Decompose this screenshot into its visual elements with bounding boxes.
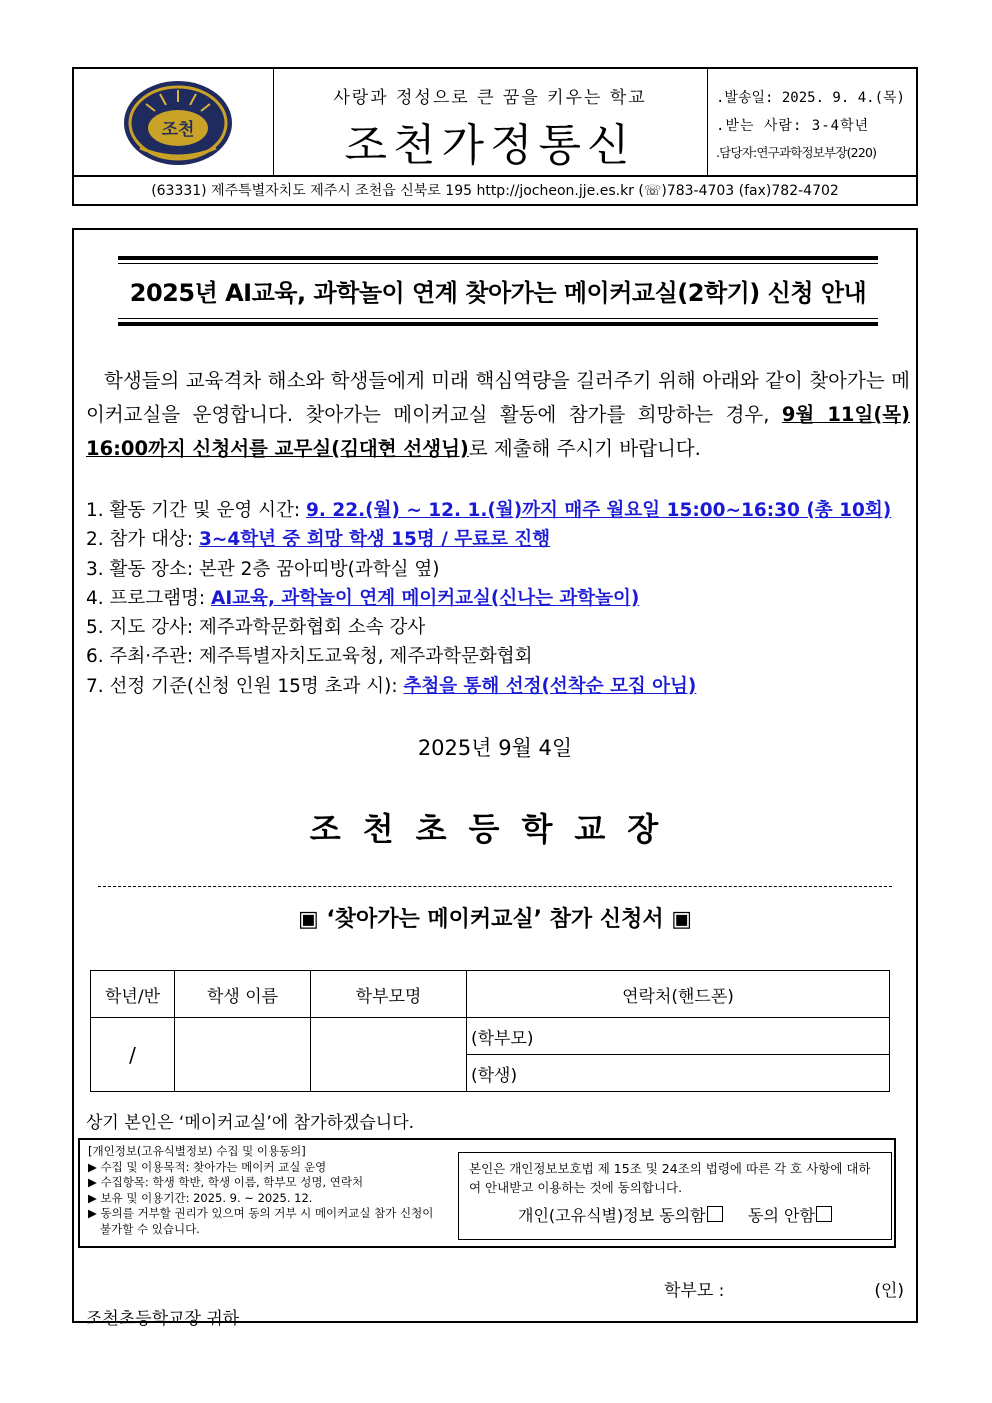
item-value: AI교육, 과학놀이 연계 메이커교실(신나는 과학놀이) [211,587,640,609]
agree-checkbox[interactable] [707,1206,723,1222]
doc-title-frame [118,256,878,326]
parent-phone-input[interactable]: (학부모) [467,1018,890,1055]
cut-line [98,886,892,887]
school-emblem-logo [118,78,238,168]
disagree-checkbox[interactable] [816,1206,832,1222]
item-label: 3. 활동 장소: 본관 2층 꿈아띠방(과학실 옆) [86,558,440,580]
list-item [86,496,891,525]
list-item [86,555,891,584]
item-label: 4. 프로그램명: [86,587,212,609]
consent-bullet: ▶ 보유 및 이용기간: 2025. 9. ~ 2025. 12. [88,1190,313,1205]
issue-date: 2025년 9월 4일 [417,736,573,760]
grade-input[interactable]: / [91,1018,175,1092]
item-label: 5. 지도 강사: 제주과학문화협회 소속 강사 [86,617,426,639]
consent-options [469,1203,881,1226]
list-item [86,642,891,671]
list-item [86,525,891,554]
principal-name: 조천초등학교장 [309,810,681,848]
consent-heading: [개인정보(고유식별정보) 수집 및 이용동의] [88,1144,306,1158]
item-label: 6. 주최·주관: 제주특별자치도교육청, 제주과학문화협회 [86,646,533,668]
consent-bullet: ▶ 동의를 거부할 권리가 있으며 동의 거부 시 메이커교실 참가 신청이 불가할 수 있습니다. [88,1206,434,1236]
header-parent-name: 학부모명 [311,971,467,1018]
parent-name-input[interactable] [311,1018,467,1092]
list-item [86,613,891,642]
send-date: .발송일: 2025. 9. 4.(목) [716,90,905,106]
parent-signature-line [664,1276,904,1301]
item-value: 3~4학년 중 희망 학생 15명 / 무료로 진행 [199,529,551,551]
table-header-row [91,971,890,1018]
intro-paragraph [86,364,910,466]
disagree-label: 동의 안함 [748,1206,815,1225]
participation-statement: 상기 본인은 ‘메이커교실’에 참가하겠습니다. [86,1113,415,1133]
letter-header [72,67,918,206]
logo-cell [74,69,274,175]
item-value: 9. 22.(월) ~ 12. 1.(월)까지 매주 월요일 15:00~16:30 (총 10회) [306,500,892,521]
title-cell [273,69,708,175]
consent-agreement [458,1152,892,1240]
intro-deadline: 9월 11일(목) 16:00까지 신청서를 교무실(김대현 선생님) [86,403,910,460]
info-list [86,496,891,701]
recipient: .받는 사람: 3-4학년 [716,118,870,134]
info-cell [708,69,916,175]
main-content [72,228,918,1329]
seal-label: (인) [874,1281,904,1301]
list-item [86,672,891,701]
school-slogan: 사랑과 정성으로 큰 꿈을 키우는 학교 [333,88,647,108]
item-label: 7. 선정 기준(신청 인원 15명 초과 시): [86,675,404,697]
consent-bullet: ▶ 수집항목: 학생 학반, 학생 이름, 학부모 성명, 연락처 [88,1175,364,1189]
table-row [91,1018,890,1055]
addressee: 조천초등학교장 귀하 [86,1309,240,1329]
agree-label: 개인(고유식별)정보 동의함 [518,1206,706,1225]
item-label: 1. 활동 기간 및 운영 시간: [86,500,307,521]
student-phone-input[interactable]: (학생) [467,1055,890,1092]
list-item [86,584,891,613]
parent-label: 학부모 : [664,1281,725,1301]
doc-title: 2025년 AI교육, 과학놀이 연계 찾아가는 메이커교실(2학기) 신청 안내 [129,279,867,307]
header-grade: 학년/반 [91,971,175,1018]
consent-details [88,1144,448,1237]
form-title: ▣ ‘찾아가는 메이커교실’ 참가 신청서 ▣ [297,907,693,932]
logo-text: 조천 [161,120,195,140]
privacy-consent-box [78,1138,896,1248]
consent-bullet: ▶ 수집 및 이용목적: 찾아가는 메이커 교실 운영 [88,1159,327,1174]
header-contact: 연락처(핸드폰) [467,971,890,1018]
item-label: 2. 참가 대상: [86,529,200,551]
student-name-input[interactable] [175,1018,311,1092]
newsletter-title: 조천가정통신 [344,120,636,171]
item-value: 추첨을 통해 선정(선착순 모집 아님) [403,675,697,697]
school-address: (63331) 제주특별자치도 제주시 조천읍 신북로 195 http://jocheon.jje.es.kr (☏)783-4703 (fax)782-4702 [74,175,916,204]
intro-text: 학생들의 교육격차 해소와 학생들에게 미래 핵심역량을 길러주기 위해 아래와 같이 찾아가는 메이커교실을 운영합니다. 찾아가는 메이커교실 활동에 참가를 희망하는 경우, [86,369,910,426]
manager: .담당자:연구과학정보부장(220) [716,145,877,160]
application-table [90,970,890,1092]
header-student-name: 학생 이름 [175,971,311,1018]
consent-statement: 본인은 개인정보보호법 제 15조 및 24조의 법령에 따른 각 호 사항에 대하여 안내받고 이용하는 것에 동의합니다. [469,1161,871,1195]
intro-text-end: 로 제출해 주시기 바랍니다. [468,437,701,460]
